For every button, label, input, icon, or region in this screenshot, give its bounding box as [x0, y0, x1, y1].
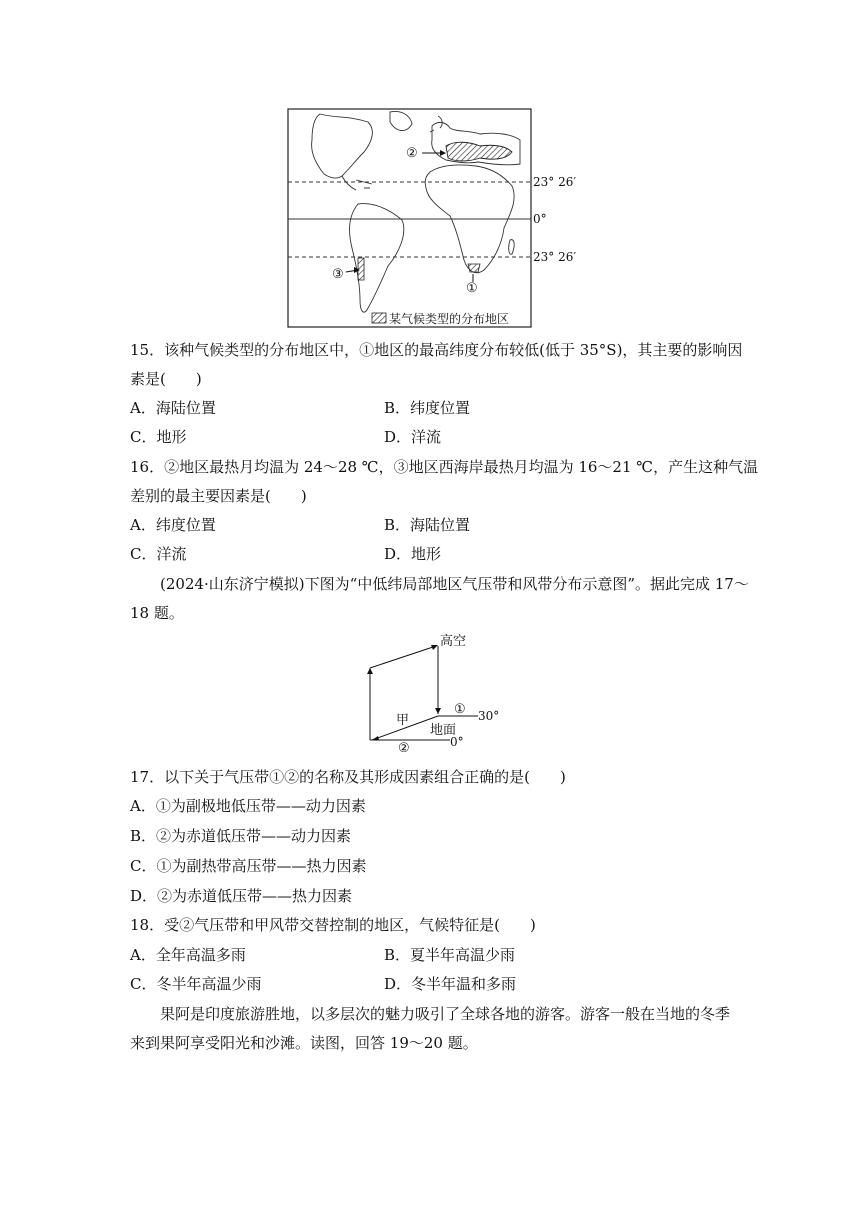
- intro-19-line2: 来到果阿享受阳光和沙滩。读图，回答 19～20 题。: [130, 1034, 478, 1052]
- diagram-circle-1: ①: [454, 702, 466, 717]
- pressure-belt-diagram: [360, 628, 510, 752]
- q18-option-b[interactable]: B．夏半年高温少雨: [384, 946, 516, 964]
- map-legend: 某气候类型的分布地区: [389, 312, 510, 326]
- q15-option-c[interactable]: C．地形: [130, 428, 187, 446]
- lat-south-label: 23° 26′: [533, 250, 577, 264]
- q15-option-d[interactable]: D．洋流: [384, 428, 442, 446]
- q18-stem: 18．受②气压带和甲风带交替控制的地区，气候特征是( ): [130, 916, 536, 934]
- diagram-jia: 甲: [396, 713, 410, 728]
- q17-stem: 17．以下关于气压带①②的名称及其形成因素组合正确的是( ): [130, 768, 566, 786]
- intro-17-line2: 18 题。: [130, 604, 184, 622]
- q15-stem-line1: 15．该种气候类型的分布地区中，①地区的最高纬度分布较低(低于 35°S)，其主要的影响因: [130, 341, 743, 359]
- diagram-lat-30: 30°: [478, 709, 500, 723]
- q15-stem-line2: 素是( ): [130, 370, 202, 388]
- q16-option-c[interactable]: C．洋流: [130, 545, 187, 563]
- equator-label: 0°: [533, 212, 547, 226]
- lat-north-label: 23° 26′: [533, 175, 577, 189]
- diagram-top-label: 高空: [440, 634, 467, 649]
- diagram-circle-2: ②: [398, 741, 410, 752]
- q18-option-c[interactable]: C．冬半年高温少雨: [130, 975, 262, 993]
- intro-19-line1: 果阿是印度旅游胜地，以多层次的魅力吸引了全球各地的游客。游客一般在当地的冬季: [160, 1005, 731, 1023]
- q16-option-b[interactable]: B．海陆位置: [384, 516, 471, 534]
- q16-stem-line1: 16．②地区最热月均温为 24～28 ℃，③地区西海岸最热月均温为 16～21 ℃，产生这种气温: [130, 458, 759, 476]
- q16-option-d[interactable]: D．地形: [384, 545, 442, 563]
- q18-option-d[interactable]: D．冬半年温和多雨: [384, 975, 517, 993]
- climate-distribution-map: [280, 104, 580, 332]
- q17-option-a[interactable]: A．①为副极地低压带——动力因素: [130, 797, 366, 815]
- q15-option-a[interactable]: A．海陆位置: [130, 399, 216, 417]
- marker-1: ①: [466, 281, 478, 296]
- q17-option-d[interactable]: D．②为赤道低压带——热力因素: [130, 887, 353, 905]
- q15-option-b[interactable]: B．纬度位置: [384, 399, 471, 417]
- q16-option-a[interactable]: A．纬度位置: [130, 516, 216, 534]
- q16-stem-line2: 差别的最主要因素是( ): [130, 487, 307, 505]
- marker-2: ②: [406, 146, 418, 161]
- q18-option-a[interactable]: A．全年高温多雨: [130, 946, 246, 964]
- diagram-lat-0: 0°: [450, 735, 464, 749]
- intro-17-line1: (2024·山东济宁模拟)下图为“中低纬局部地区气压带和风带分布示意图”。据此完成 17～: [160, 575, 749, 593]
- q17-option-c[interactable]: C．①为副热带高压带——热力因素: [130, 857, 367, 875]
- diagram-ground-label: 地面: [430, 723, 457, 738]
- marker-3: ③: [332, 267, 344, 282]
- q17-option-b[interactable]: B．②为赤道低压带——动力因素: [130, 827, 352, 845]
